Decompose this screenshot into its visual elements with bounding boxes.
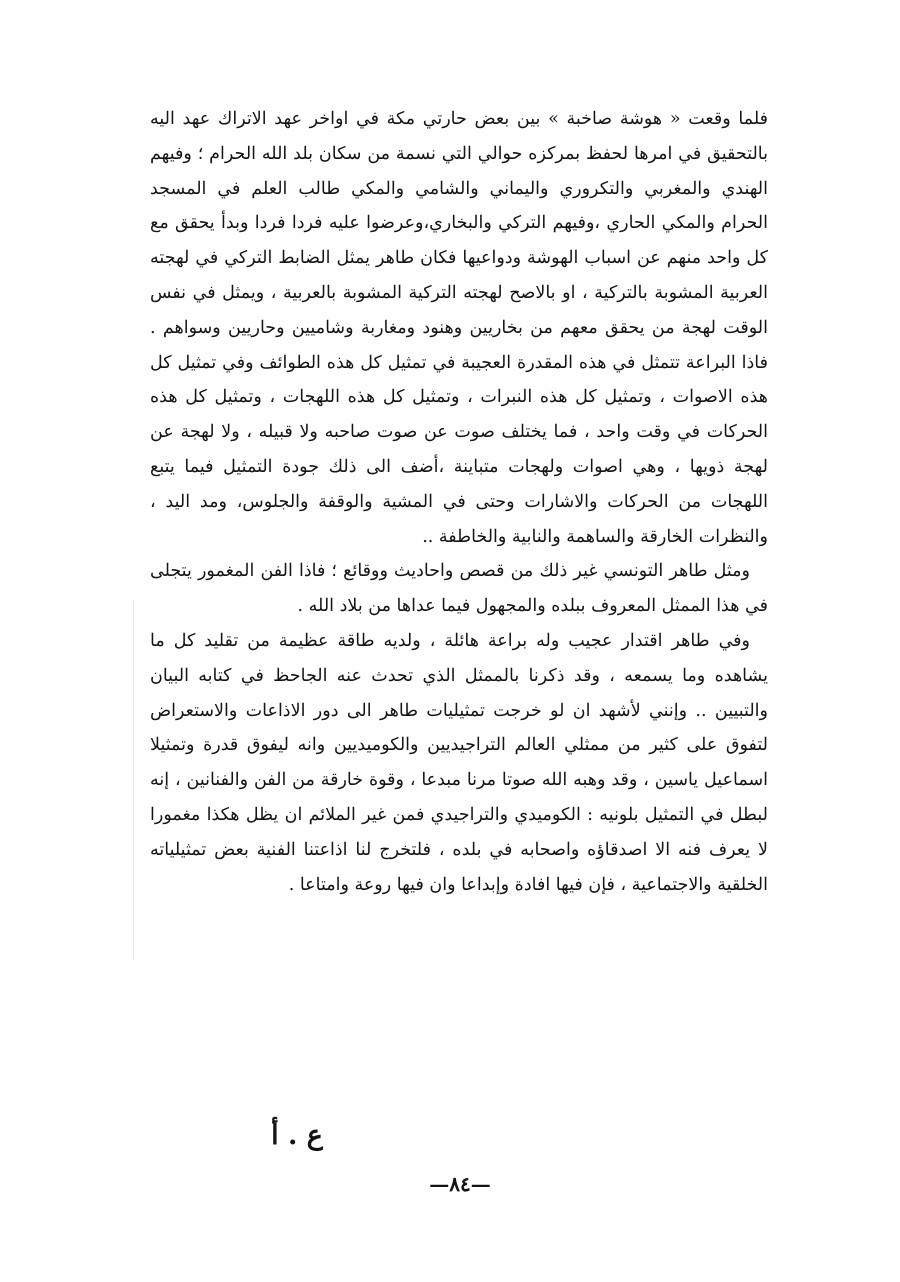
paragraph-2: ومثل طاهر التونسي غير ذلك من قصص واحاديث ووقائع ؛ فاذا الفن المغمور يتجلى في هذا الممثل المعروف ببلده والمجهول فيما عداها من بلاد الله . bbox=[150, 561, 768, 617]
paragraph-3: وفي طاهر اقتدار عجيب وله براعة هائلة ، ولديه طاقة عظيمة من تقليد كل ما يشاهده وما يسمعه ، وقد ذكرنا بالممثل الذي تحدث عنه الجاحظ في كتابه البيان والتبيين .. وإنني لأشهد ان لو خرجت تمثيليات طاهر الى دور الاذاعات والاستعراض لتفوق على كثير من ممثلي العالم التراجيديين والكوميديين وانه ليفوق قدرة وتمثيلا اسماعيل ياسين ، وقد وهبه الله صوتا مرنا مبدعا ، وقوة خارقة من الفن والفنانين ، إنه لبطل في التمثيل بلونيه : الكوميدي والتراجيدي فمن غير الملائم ان يظل هكذا مغمورا لا يعرف فنه الا اصدقاؤه واصحابه في بلده ، فلتخرج لنا اذاعتنا الفنية بعض تمثيلياته الخلقية والاجتماعية ، فإن فيها افادة وإبداعا وان فيها روعة وامتاعا . bbox=[150, 630, 768, 895]
body-text bbox=[150, 102, 768, 902]
paragraph-1: فلما وقعت « هوشة صاخبة » بين بعض حارتي مكة في اواخر عهد الاتراك عهد اليه بالتحقيق في امرها لحفظ بمركزه حوالي التي نسمة من سكان بلد الله الحرام ؛ وفيهم الهندي والمغربي والتكروري واليماني والشامي والمكي طالب العلم في المسجد الحرام والمكي الحاري ،وفيهم التركي والبخاري،وعرضوا عليه فردا فردا وبدأ يحقق مع كل واحد منهم عن اسباب الهوشة ودواعيها فكان طاهر يمثل الضابط التركي في لهجته العربية المشوبة بالتركية ، او بالاصح لهجته التركية المشوبة بالعربية ، ويمثل في نفس الوقت لهجة من يحقق معهم من بخاريين وهنود ومغاربة وشاميين وحاريين وسواهم . فاذا البراعة تتمثل في هذه المقدرة العجيبة في تمثيل كل هذه الطوائف وفي تمثيل كل هذه الاصوات ، وتمثيل كل هذه النبرات ، وتمثيل كل هذه اللهجات ، وتمثيل كل هذه الحركات في وقت واحد ، فما يختلف صوت عن صوت صاحبه ولا قبيله ، ولا لهجة عن لهجة ذويها ، وهي اصوات ولهجات متباينة ،أضف الى ذلك جودة التمثيل فيما يتبع اللهجات من الحركات والاشارات وحتى في المشية والوقفة والجلوس، ومد اليد ، والنظرات الخارقة والساهمة والنابية والخاطفة .. bbox=[150, 109, 768, 547]
scan-margin-line bbox=[133, 600, 134, 960]
page-number: —٨٤— bbox=[429, 1172, 491, 1196]
author-signature: ع . أ bbox=[271, 1120, 323, 1151]
